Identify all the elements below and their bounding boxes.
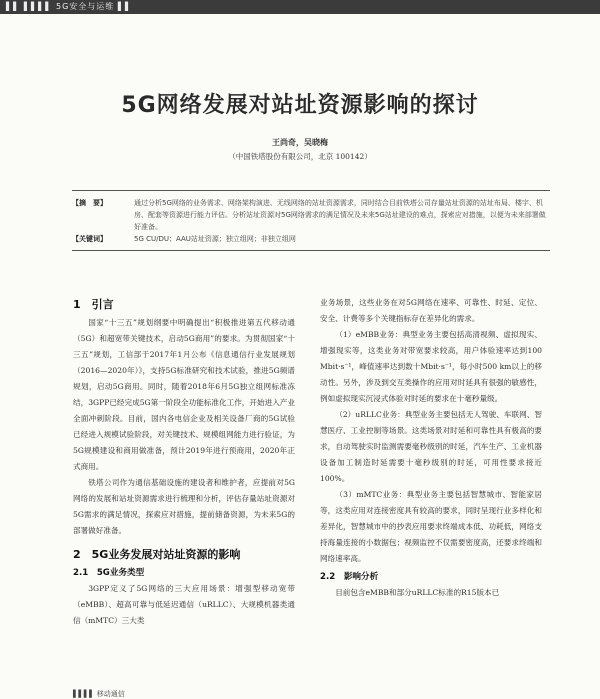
article-title: 5G网络发展对站址资源影响的探讨: [121, 93, 479, 118]
keywords-label: 【关键词】: [72, 235, 107, 243]
intro-paragraph-2: 铁塔公司作为通信基础设施的建设者和维护者，应提前对5G网络的发展和站址资源需求进行梳理和分析，评估存量站址资源对5G需求的满足情况，探索应对措施，提前储备资源，为未来5G的部署做好准备。: [73, 478, 295, 535]
right-column: [320, 295, 542, 601]
abstract-label: 【摘 要】: [72, 199, 107, 207]
section-heading-introduction: 1 引言: [73, 298, 114, 311]
business-types-paragraph: 3GPP定义了5G网络的三大应用场景：增强型移动宽带（eMBB）、超高可靠与低延迟通信（uRLLC）、大规模机器类通信（mMTC）三大类: [73, 584, 295, 625]
subsection-heading-business-types: 2.1 5G业务类型: [73, 568, 145, 578]
intro-paragraph-1: 国家“十三五”规划纲要中明确提出“积极推进第五代移动通（5G）和超宽带关键技术，启动5G商用”的要求。为贯彻国家“十三五”规划，工信部于2017年1月公布《信息通信行业发展规划（2016—2020年）》，支持5G标准研究和技术试验，推进5G频谱规划，启动5G商用。同时，随着2018年6月5G独立组网标准冻结，3GPP已经完成5G第一阶段全功能标准化工作，开始进入产业全面冲刺阶段。目前，国内各电信企业及相关设备厂商的5G试验已经进入规模试验阶段，对关键技术、规模组网能力进行验证，为5G规模建设和商用做准备，预计2019年进行预商用，2020年正式商用。: [73, 318, 295, 471]
impact-analysis-paragraph: 目前包含eMBB和部分uRLLC标准的R15版本已: [335, 588, 500, 597]
mmtc-paragraph: （3）mMTC业务：典型业务主要包括智慧城市、智能家居等，这类应用对连接密度具有较高的要求，同时呈现行业多样化和差异化，智慧城市中的抄表应用要求终端成本低、功耗低，网络支持海量连接的小数据包；视频监控不仅需要密度高，还要求终端和网络速率高。: [320, 490, 542, 563]
scenario-continuation-paragraph: 业务场景，这些业务在对5G网络在速率、可靠性、时延、定位、安全、计费等多个关键指标存在差异化的需求。: [320, 298, 542, 323]
section-heading-5g-impact: 2 5G业务发展对站址资源的影响: [73, 548, 241, 561]
journal-section-header: ▌▌ ▌▌▌▌ 5G安全与运维 ▌▌: [0, 0, 600, 14]
abstract-text: 通过分析5G网络的业务需求、网络架构演进、无线网络的站址资源需求，同时结合目前铁塔公司存量站址资源的站址布局、楼宇、机房、配套等资源进行能力评估。分析站址资源对5G网络需求的满足情况及未来5G站址建设的难点，探索应对措施，以便为未来部署做好准备。: [134, 199, 546, 231]
page-footer: ▌▌▌▌ 移动通信: [73, 690, 125, 698]
subsection-heading-impact-analysis: 2.2 影响分析: [320, 572, 379, 582]
abstract-row: [72, 197, 550, 233]
article-affiliation: （中国铁塔股份有限公司，北京 100142）: [228, 152, 372, 161]
keywords-row: [72, 233, 550, 245]
urllc-paragraph: （2）uRLLC业务：典型业务主要包括无人驾驶、车联网、智慧医疗、工业控制等场景。这类场景对时延和可靠性具有极高的要求，自动驾驶实时监测需要毫秒级别的时延，汽车生产、工业机器设备加工制造时延需要十毫秒级别的时延，可用性要求接近100%。: [320, 410, 542, 483]
keywords-text: 5G CU/DU；AAU站址资源；独立组网；非独立组网: [134, 235, 296, 243]
abstract-box: [72, 190, 550, 251]
article-authors: 王尚奇，吴晓梅: [272, 137, 328, 147]
embb-paragraph: （1）eMBB业务：典型业务主要包括高清视频、虚拟现实、增强现实等，这类业务对带宽要求较高，用户体验速率达到100 Mbit·s⁻¹，峰值速率达到数十Mbit·s⁻¹，每小时500 km以上的移动性。另外，涉及到交互类操作的应用对时延具有很强的敏感性，例如虚拟现实沉浸式体验对时延的要求在十毫秒量级。: [320, 330, 542, 403]
left-column: [73, 295, 295, 629]
